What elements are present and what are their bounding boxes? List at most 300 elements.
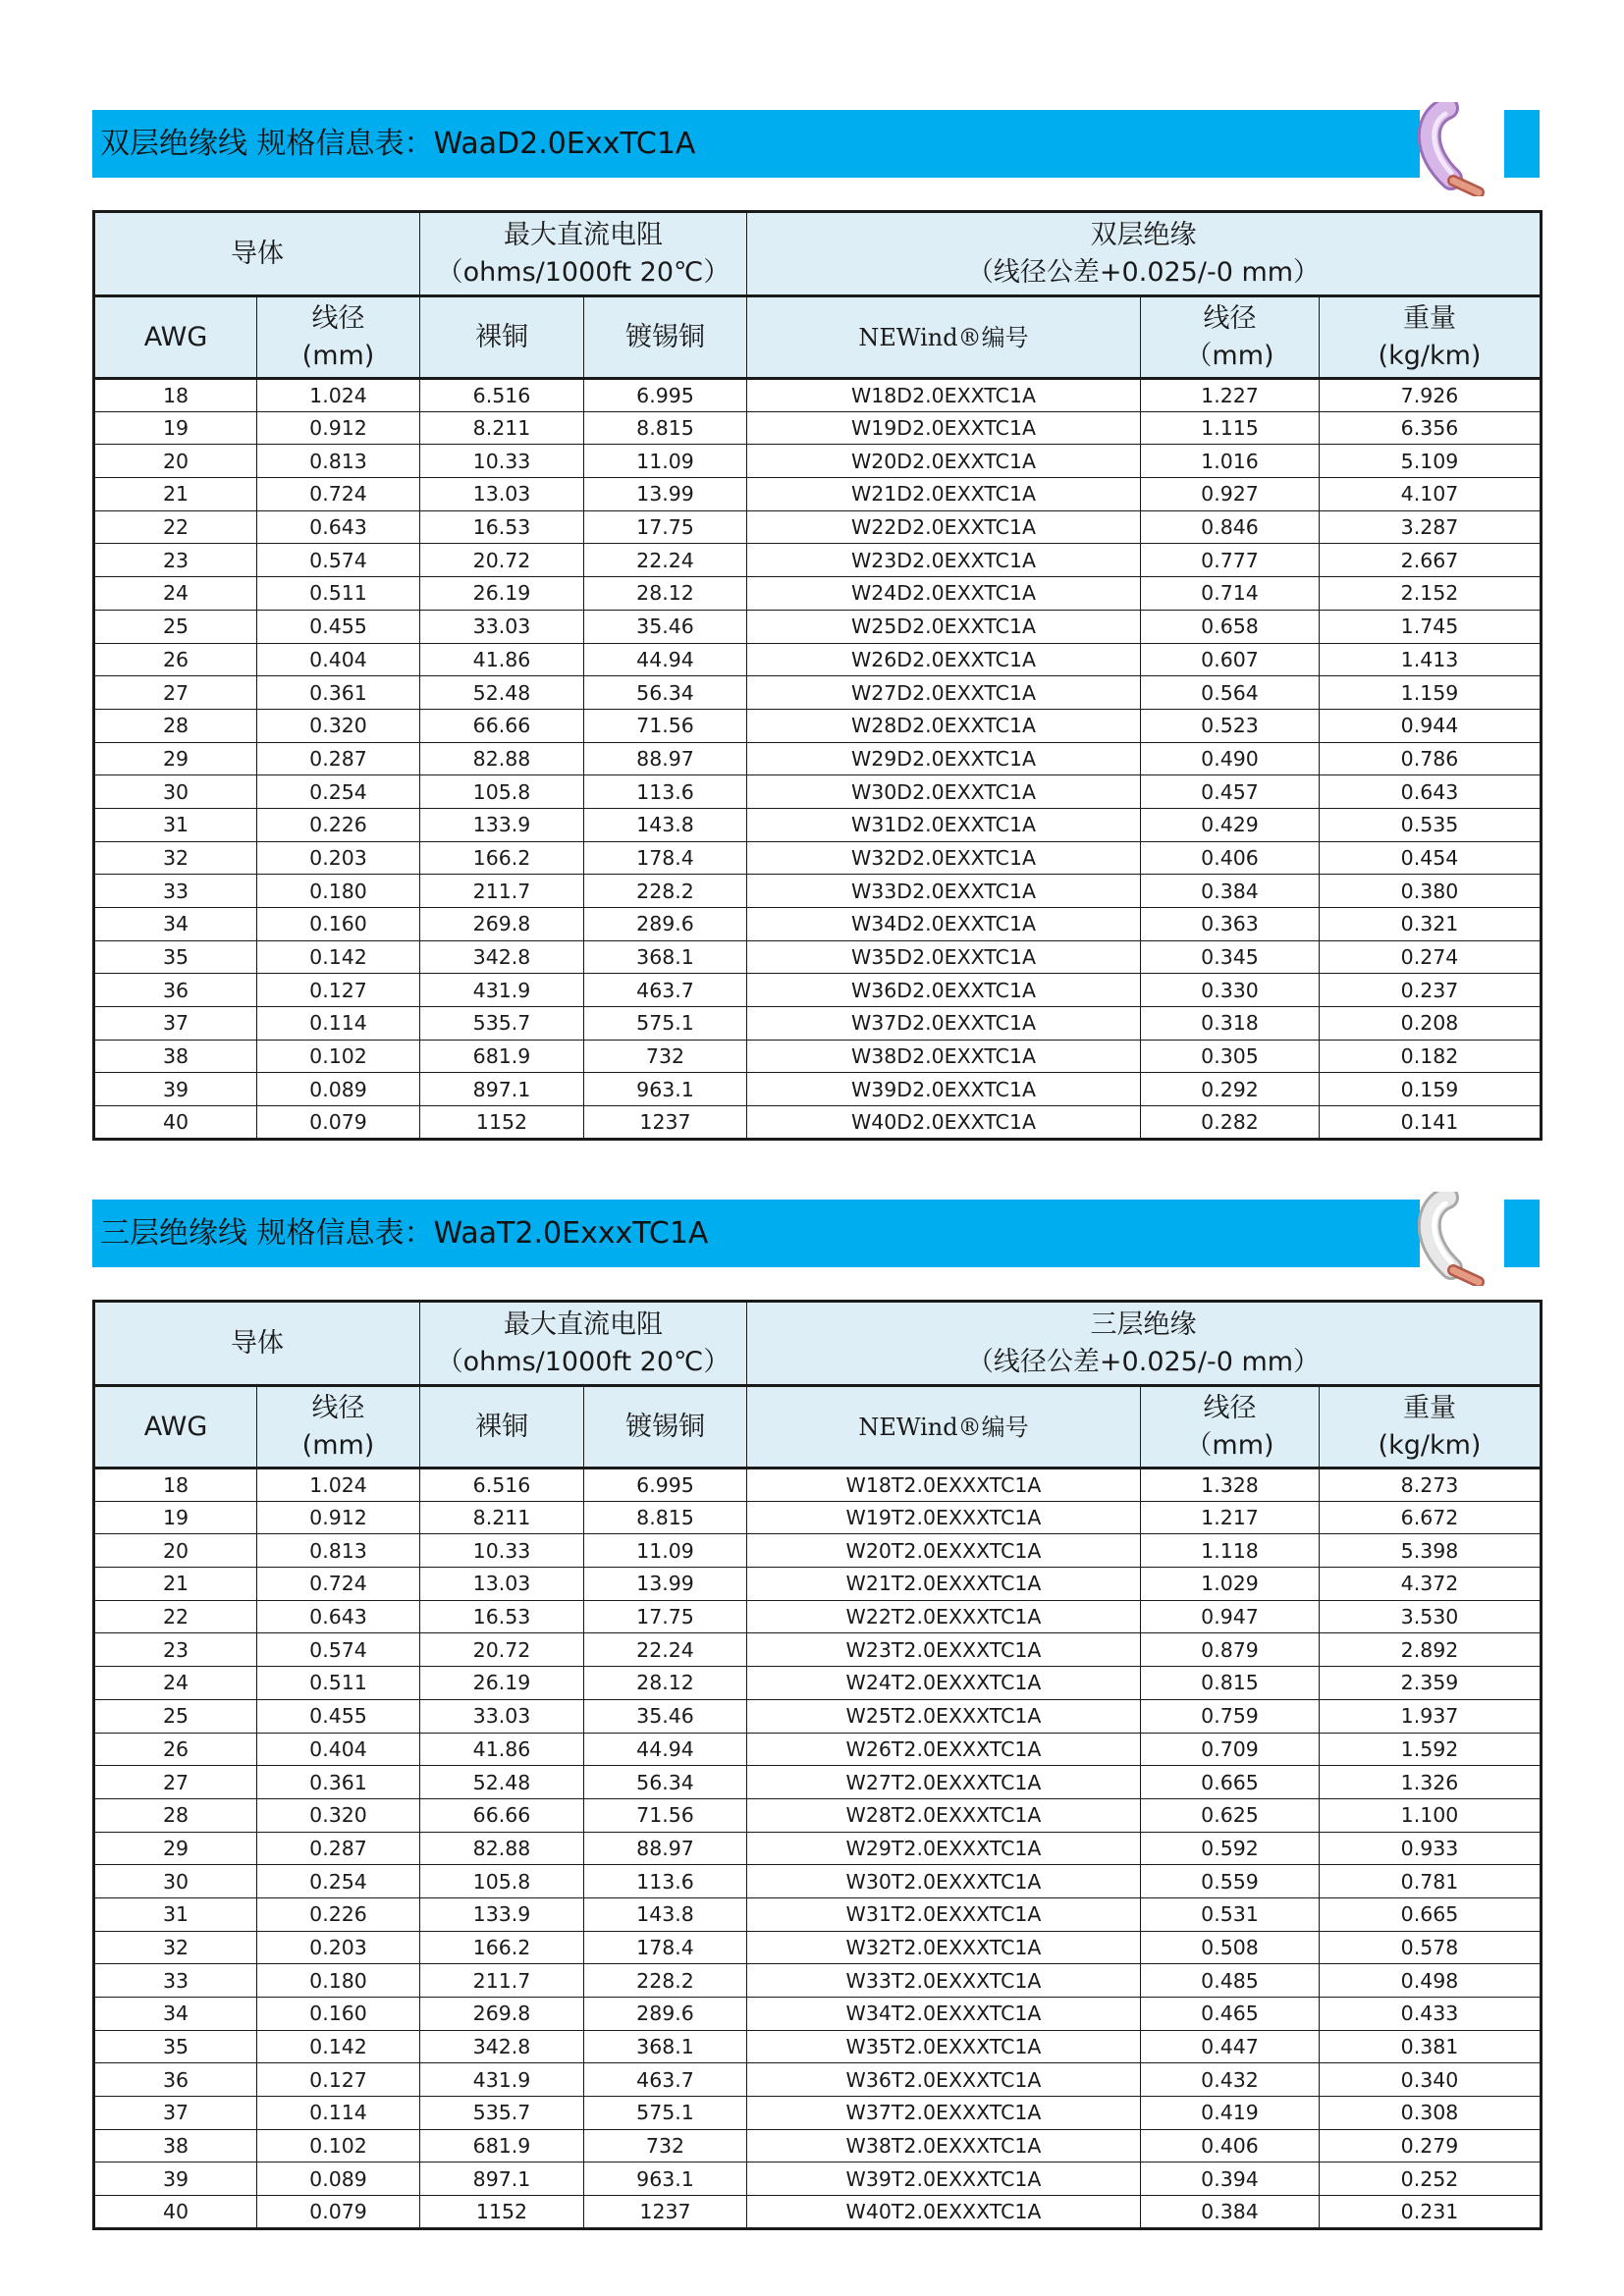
wire-dia-cell: 0.724 bbox=[257, 1568, 420, 1601]
tinned-copper-resistance-cell: 289.6 bbox=[584, 1998, 747, 2031]
outer-dia-cell: 0.658 bbox=[1141, 610, 1320, 643]
tinned-copper-resistance-cell: 732 bbox=[584, 2129, 747, 2163]
weight-cell: 0.182 bbox=[1320, 1040, 1542, 1073]
table-row bbox=[94, 445, 1542, 478]
wire-dia-cell: 0.160 bbox=[257, 1998, 420, 2031]
awg-cell: 34 bbox=[94, 1998, 257, 2031]
table-row bbox=[94, 1931, 1542, 1964]
weight-cell: 7.926 bbox=[1320, 379, 1542, 412]
newind-code-cell: W31D2.0EXXTC1A bbox=[747, 808, 1141, 841]
newind-code-cell: W28T2.0EXXXTC1A bbox=[747, 1798, 1141, 1832]
wire-dia-cell: 0.114 bbox=[257, 1007, 420, 1041]
outer-dia-cell: 0.508 bbox=[1141, 1931, 1320, 1964]
tinned-copper-resistance-cell: 6.995 bbox=[584, 379, 747, 412]
awg-cell: 36 bbox=[94, 2063, 257, 2097]
table-row bbox=[94, 1733, 1542, 1766]
insulation-header: 三层绝缘 （线径公差+0.025/-0 mm） bbox=[747, 1302, 1542, 1386]
table-row bbox=[94, 1667, 1542, 1700]
tinned-copper-resistance-cell: 732 bbox=[584, 1040, 747, 1073]
bare-copper-resistance-cell: 133.9 bbox=[420, 808, 584, 841]
awg-cell: 38 bbox=[94, 2129, 257, 2163]
awg-cell: 23 bbox=[94, 544, 257, 577]
table-row bbox=[94, 610, 1542, 643]
wire-dia-cell: 0.361 bbox=[257, 1766, 420, 1799]
newind-code-cell: W21T2.0EXXXTC1A bbox=[747, 1568, 1141, 1601]
bare-copper-resistance-cell: 16.53 bbox=[420, 1600, 584, 1633]
awg-cell: 27 bbox=[94, 1766, 257, 1799]
newind-code-cell: W31T2.0EXXXTC1A bbox=[747, 1897, 1141, 1931]
table-row bbox=[94, 775, 1542, 809]
wire-dia-cell: 0.203 bbox=[257, 841, 420, 875]
table-row bbox=[94, 1798, 1542, 1832]
tinned-copper-resistance-cell: 28.12 bbox=[584, 1667, 747, 1700]
newind-code-cell: W37T2.0EXXXTC1A bbox=[747, 2097, 1141, 2130]
weight-cell: 0.944 bbox=[1320, 709, 1542, 742]
tinned-copper-resistance-cell: 11.09 bbox=[584, 445, 747, 478]
bare-copper-resistance-cell: 20.72 bbox=[420, 544, 584, 577]
newind-code-cell: W35D2.0EXXTC1A bbox=[747, 940, 1141, 974]
newind-code-cell: W39D2.0EXXTC1A bbox=[747, 1073, 1141, 1106]
newind-code-cell: W19T2.0EXXXTC1A bbox=[747, 1501, 1141, 1534]
bare-copper-resistance-cell: 13.03 bbox=[420, 478, 584, 511]
outer-dia-cell: 0.564 bbox=[1141, 676, 1320, 710]
weight-cell: 4.372 bbox=[1320, 1568, 1542, 1601]
max-resistance-header: 最大直流电阻 （ohms/1000ft 20℃） bbox=[420, 212, 747, 296]
newind-code-cell: W24D2.0EXXTC1A bbox=[747, 577, 1141, 611]
tinned-copper-resistance-cell: 35.46 bbox=[584, 1699, 747, 1733]
weight-cell: 0.237 bbox=[1320, 974, 1542, 1007]
wire-dia-cell: 0.114 bbox=[257, 2097, 420, 2130]
awg-cell: 40 bbox=[94, 2196, 257, 2229]
tinned-copper-resistance-cell: 88.97 bbox=[584, 1832, 747, 1865]
awg-cell: 37 bbox=[94, 1007, 257, 1041]
weight-cell: 6.356 bbox=[1320, 411, 1542, 445]
wire-dia-cell: 0.226 bbox=[257, 808, 420, 841]
bare-copper-resistance-cell: 41.86 bbox=[420, 1733, 584, 1766]
newind-code-cell: W22D2.0EXXTC1A bbox=[747, 510, 1141, 544]
wire-dia-cell: 0.127 bbox=[257, 974, 420, 1007]
awg-cell: 26 bbox=[94, 643, 257, 676]
newind-code-cell: W23T2.0EXXXTC1A bbox=[747, 1633, 1141, 1667]
table-row bbox=[94, 1040, 1542, 1073]
awg-cell: 35 bbox=[94, 2030, 257, 2063]
wire-dia-cell: 0.813 bbox=[257, 445, 420, 478]
wire-dia-cell: 0.320 bbox=[257, 709, 420, 742]
awg-cell: 32 bbox=[94, 1931, 257, 1964]
table-row bbox=[94, 1568, 1542, 1601]
newind-code-cell: W36T2.0EXXXTC1A bbox=[747, 2063, 1141, 2097]
awg-header: AWG bbox=[94, 296, 257, 379]
table-row bbox=[94, 742, 1542, 775]
newind-code-cell: W24T2.0EXXXTC1A bbox=[747, 1667, 1141, 1700]
wire-dia-cell: 0.574 bbox=[257, 1633, 420, 1667]
wire-dia-cell: 0.511 bbox=[257, 1667, 420, 1700]
table-row bbox=[94, 2030, 1542, 2063]
tinned-copper-resistance-cell: 17.75 bbox=[584, 510, 747, 544]
table-row bbox=[94, 2163, 1542, 2196]
wire-dia-cell: 0.287 bbox=[257, 1832, 420, 1865]
weight-cell: 0.578 bbox=[1320, 1931, 1542, 1964]
bare-copper-resistance-cell: 20.72 bbox=[420, 1633, 584, 1667]
table-row bbox=[94, 940, 1542, 974]
weight-cell: 1.592 bbox=[1320, 1733, 1542, 1766]
wire-dia-cell: 0.574 bbox=[257, 544, 420, 577]
wire-dia-cell: 0.254 bbox=[257, 775, 420, 809]
bare-copper-resistance-cell: 33.03 bbox=[420, 610, 584, 643]
bare-copper-resistance-cell: 82.88 bbox=[420, 1832, 584, 1865]
newind-code-cell: W37D2.0EXXTC1A bbox=[747, 1007, 1141, 1041]
wire-dia-cell: 0.404 bbox=[257, 643, 420, 676]
tinned-copper-resistance-cell: 178.4 bbox=[584, 841, 747, 875]
newind-code-cell: W35T2.0EXXXTC1A bbox=[747, 2030, 1141, 2063]
weight-cell: 0.786 bbox=[1320, 742, 1542, 775]
weight-cell: 0.340 bbox=[1320, 2063, 1542, 2097]
tinned-copper-resistance-cell: 22.24 bbox=[584, 544, 747, 577]
weight-cell: 2.359 bbox=[1320, 1667, 1542, 1700]
outer-dia-cell: 0.846 bbox=[1141, 510, 1320, 544]
outer-dia-cell: 0.419 bbox=[1141, 2097, 1320, 2130]
wire-dia-cell: 0.142 bbox=[257, 940, 420, 974]
outer-dia-cell: 0.406 bbox=[1141, 841, 1320, 875]
wire-dia-header: 线径 (mm) bbox=[257, 1386, 420, 1468]
bare-copper-resistance-cell: 8.211 bbox=[420, 1501, 584, 1534]
table-row bbox=[94, 1106, 1542, 1140]
table-row bbox=[94, 875, 1542, 908]
awg-cell: 28 bbox=[94, 1798, 257, 1832]
newind-code-cell: W22T2.0EXXXTC1A bbox=[747, 1600, 1141, 1633]
weight-cell: 0.643 bbox=[1320, 775, 1542, 809]
awg-cell: 28 bbox=[94, 709, 257, 742]
tinned-copper-resistance-cell: 143.8 bbox=[584, 808, 747, 841]
table-row bbox=[94, 908, 1542, 941]
outer-dia-cell: 0.384 bbox=[1141, 2196, 1320, 2229]
weight-cell: 5.398 bbox=[1320, 1534, 1542, 1568]
weight-cell: 0.380 bbox=[1320, 875, 1542, 908]
tinned-copper-resistance-cell: 28.12 bbox=[584, 577, 747, 611]
newind-code-cell: W34T2.0EXXXTC1A bbox=[747, 1998, 1141, 2031]
wire-sample-purple-icon bbox=[1418, 102, 1500, 196]
header-row-1 bbox=[94, 212, 1542, 296]
triple-insulation-rows bbox=[94, 1468, 1542, 2229]
weight-cell: 0.535 bbox=[1320, 808, 1542, 841]
bare-copper-resistance-cell: 269.8 bbox=[420, 908, 584, 941]
bare-copper-resistance-cell: 10.33 bbox=[420, 1534, 584, 1568]
tinned-copper-resistance-cell: 113.6 bbox=[584, 775, 747, 809]
newind-code-cell: W26D2.0EXXTC1A bbox=[747, 643, 1141, 676]
bare-copper-resistance-cell: 681.9 bbox=[420, 2129, 584, 2163]
outer-dia-cell: 0.714 bbox=[1141, 577, 1320, 611]
weight-cell: 0.252 bbox=[1320, 2163, 1542, 2196]
wire-dia-cell: 0.724 bbox=[257, 478, 420, 511]
weight-cell: 1.413 bbox=[1320, 643, 1542, 676]
newind-code-cell: W18D2.0EXXTC1A bbox=[747, 379, 1141, 412]
outer-dia-cell: 0.523 bbox=[1141, 709, 1320, 742]
awg-cell: 25 bbox=[94, 1699, 257, 1733]
newind-code-cell: W32D2.0EXXTC1A bbox=[747, 841, 1141, 875]
awg-cell: 20 bbox=[94, 1534, 257, 1568]
newind-code-cell: W29D2.0EXXTC1A bbox=[747, 742, 1141, 775]
newind-code-cell: W20D2.0EXXTC1A bbox=[747, 445, 1141, 478]
awg-cell: 27 bbox=[94, 676, 257, 710]
weight-cell: 2.667 bbox=[1320, 544, 1542, 577]
wire-dia-cell: 0.455 bbox=[257, 610, 420, 643]
tinned-copper-resistance-cell: 963.1 bbox=[584, 1073, 747, 1106]
header-row-1 bbox=[94, 1302, 1542, 1386]
bare-copper-resistance-cell: 166.2 bbox=[420, 1931, 584, 1964]
awg-cell: 24 bbox=[94, 1667, 257, 1700]
table-row bbox=[94, 1534, 1542, 1568]
outer-dia-cell: 0.292 bbox=[1141, 1073, 1320, 1106]
outer-dia-cell: 0.490 bbox=[1141, 742, 1320, 775]
outer-dia-header: 线径 （mm) bbox=[1141, 296, 1320, 379]
weight-cell: 0.279 bbox=[1320, 2129, 1542, 2163]
awg-cell: 31 bbox=[94, 808, 257, 841]
table-row bbox=[94, 1998, 1542, 2031]
weight-cell: 5.109 bbox=[1320, 445, 1542, 478]
wire-dia-cell: 1.024 bbox=[257, 1468, 420, 1502]
tinned-copper-resistance-cell: 463.7 bbox=[584, 974, 747, 1007]
wire-dia-cell: 0.102 bbox=[257, 1040, 420, 1073]
awg-cell: 18 bbox=[94, 1468, 257, 1502]
table-row bbox=[94, 577, 1542, 611]
tinned-copper-resistance-cell: 13.99 bbox=[584, 478, 747, 511]
bare-copper-resistance-cell: 166.2 bbox=[420, 841, 584, 875]
weight-cell: 1.937 bbox=[1320, 1699, 1542, 1733]
tinned-copper-resistance-cell: 56.34 bbox=[584, 676, 747, 710]
newind-code-cell: W33T2.0EXXXTC1A bbox=[747, 1964, 1141, 1998]
bare-copper-resistance-cell: 52.48 bbox=[420, 1766, 584, 1799]
tinned-copper-resistance-cell: 228.2 bbox=[584, 875, 747, 908]
table-row bbox=[94, 2196, 1542, 2229]
outer-dia-cell: 0.282 bbox=[1141, 1106, 1320, 1140]
weight-cell: 6.672 bbox=[1320, 1501, 1542, 1534]
newind-code-cell: W40D2.0EXXTC1A bbox=[747, 1106, 1141, 1140]
tinned-copper-resistance-cell: 368.1 bbox=[584, 940, 747, 974]
awg-cell: 25 bbox=[94, 610, 257, 643]
awg-cell: 38 bbox=[94, 1040, 257, 1073]
awg-cell: 21 bbox=[94, 478, 257, 511]
awg-cell: 40 bbox=[94, 1106, 257, 1140]
awg-cell: 33 bbox=[94, 1964, 257, 1998]
table-row bbox=[94, 478, 1542, 511]
tinned-copper-resistance-cell: 22.24 bbox=[584, 1633, 747, 1667]
wire-dia-cell: 0.203 bbox=[257, 1931, 420, 1964]
weight-header: 重量 (kg/km) bbox=[1320, 1386, 1542, 1468]
weight-cell: 0.321 bbox=[1320, 908, 1542, 941]
outer-dia-cell: 1.115 bbox=[1141, 411, 1320, 445]
newind-code-cell: W18T2.0EXXXTC1A bbox=[747, 1468, 1141, 1502]
table-row bbox=[94, 2097, 1542, 2130]
bare-copper-resistance-cell: 13.03 bbox=[420, 1568, 584, 1601]
wire-dia-cell: 0.361 bbox=[257, 676, 420, 710]
newind-code-header: NEWind®编号 bbox=[747, 296, 1141, 379]
awg-cell: 21 bbox=[94, 1568, 257, 1601]
bare-copper-resistance-cell: 269.8 bbox=[420, 1998, 584, 2031]
weight-cell: 1.745 bbox=[1320, 610, 1542, 643]
outer-dia-cell: 1.029 bbox=[1141, 1568, 1320, 1601]
outer-dia-cell: 0.665 bbox=[1141, 1766, 1320, 1799]
bare-copper-resistance-cell: 33.03 bbox=[420, 1699, 584, 1733]
awg-cell: 29 bbox=[94, 742, 257, 775]
header-row-2 bbox=[94, 1386, 1542, 1468]
outer-dia-cell: 0.759 bbox=[1141, 1699, 1320, 1733]
outer-dia-cell: 0.531 bbox=[1141, 1897, 1320, 1931]
weight-cell: 1.159 bbox=[1320, 676, 1542, 710]
section-title: 三层绝缘线 规格信息表：WaaT2.0ExxxTC1A bbox=[100, 1216, 709, 1251]
outer-dia-cell: 0.330 bbox=[1141, 974, 1320, 1007]
wire-dia-cell: 0.180 bbox=[257, 1964, 420, 1998]
wire-dia-cell: 0.127 bbox=[257, 2063, 420, 2097]
weight-cell: 0.933 bbox=[1320, 1832, 1542, 1865]
tinned-copper-resistance-cell: 44.94 bbox=[584, 1733, 747, 1766]
awg-header: AWG bbox=[94, 1386, 257, 1468]
newind-code-cell: W25T2.0EXXXTC1A bbox=[747, 1699, 1141, 1733]
table-row bbox=[94, 841, 1542, 875]
tinned-copper-resistance-cell: 44.94 bbox=[584, 643, 747, 676]
outer-dia-cell: 0.947 bbox=[1141, 1600, 1320, 1633]
weight-cell: 0.208 bbox=[1320, 1007, 1542, 1041]
outer-dia-cell: 0.345 bbox=[1141, 940, 1320, 974]
tinned-copper-header: 镀锡铜 bbox=[584, 296, 747, 379]
outer-dia-cell: 1.016 bbox=[1141, 445, 1320, 478]
outer-dia-cell: 0.384 bbox=[1141, 875, 1320, 908]
bare-copper-resistance-cell: 897.1 bbox=[420, 1073, 584, 1106]
triple-insulation-table bbox=[92, 1300, 1543, 2230]
outer-dia-cell: 0.318 bbox=[1141, 1007, 1320, 1041]
tinned-copper-resistance-cell: 8.815 bbox=[584, 1501, 747, 1534]
newind-code-cell: W27T2.0EXXXTC1A bbox=[747, 1766, 1141, 1799]
awg-cell: 33 bbox=[94, 875, 257, 908]
awg-cell: 34 bbox=[94, 908, 257, 941]
bare-copper-resistance-cell: 66.66 bbox=[420, 1798, 584, 1832]
outer-dia-cell: 0.305 bbox=[1141, 1040, 1320, 1073]
weight-cell: 0.433 bbox=[1320, 1998, 1542, 2031]
newind-code-cell: W38D2.0EXXTC1A bbox=[747, 1040, 1141, 1073]
awg-cell: 24 bbox=[94, 577, 257, 611]
outer-dia-cell: 0.485 bbox=[1141, 1964, 1320, 1998]
tinned-copper-resistance-cell: 575.1 bbox=[584, 2097, 747, 2130]
weight-header: 重量 (kg/km) bbox=[1320, 296, 1542, 379]
wire-dia-cell: 0.226 bbox=[257, 1897, 420, 1931]
wire-dia-cell: 0.160 bbox=[257, 908, 420, 941]
outer-dia-cell: 1.118 bbox=[1141, 1534, 1320, 1568]
outer-dia-cell: 0.709 bbox=[1141, 1733, 1320, 1766]
weight-cell: 4.107 bbox=[1320, 478, 1542, 511]
outer-dia-cell: 0.394 bbox=[1141, 2163, 1320, 2196]
bare-copper-resistance-cell: 535.7 bbox=[420, 1007, 584, 1041]
weight-cell: 1.326 bbox=[1320, 1766, 1542, 1799]
weight-cell: 0.159 bbox=[1320, 1073, 1542, 1106]
weight-cell: 3.287 bbox=[1320, 510, 1542, 544]
newind-code-cell: W27D2.0EXXTC1A bbox=[747, 676, 1141, 710]
max-resistance-header: 最大直流电阻 （ohms/1000ft 20℃） bbox=[420, 1302, 747, 1386]
table-row bbox=[94, 2129, 1542, 2163]
wire-dia-cell: 0.643 bbox=[257, 1600, 420, 1633]
table-row bbox=[94, 1073, 1542, 1106]
double-insulation-table bbox=[92, 210, 1543, 1141]
wire-dia-cell: 0.089 bbox=[257, 1073, 420, 1106]
conductor-header: 导体 bbox=[94, 212, 420, 296]
newind-code-cell: W19D2.0EXXTC1A bbox=[747, 411, 1141, 445]
tinned-copper-header: 镀锡铜 bbox=[584, 1386, 747, 1468]
bare-copper-resistance-cell: 41.86 bbox=[420, 643, 584, 676]
table-row bbox=[94, 1600, 1542, 1633]
table-row bbox=[94, 379, 1542, 412]
awg-cell: 18 bbox=[94, 379, 257, 412]
bare-copper-resistance-cell: 211.7 bbox=[420, 1964, 584, 1998]
awg-cell: 36 bbox=[94, 974, 257, 1007]
outer-dia-cell: 1.328 bbox=[1141, 1468, 1320, 1502]
tinned-copper-resistance-cell: 6.995 bbox=[584, 1468, 747, 1502]
outer-dia-cell: 1.227 bbox=[1141, 379, 1320, 412]
awg-cell: 26 bbox=[94, 1733, 257, 1766]
bare-copper-resistance-cell: 52.48 bbox=[420, 676, 584, 710]
bare-copper-resistance-cell: 66.66 bbox=[420, 709, 584, 742]
awg-cell: 31 bbox=[94, 1897, 257, 1931]
wire-dia-cell: 0.912 bbox=[257, 411, 420, 445]
tinned-copper-resistance-cell: 17.75 bbox=[584, 1600, 747, 1633]
outer-dia-cell: 0.457 bbox=[1141, 775, 1320, 809]
bare-copper-resistance-cell: 26.19 bbox=[420, 577, 584, 611]
outer-dia-cell: 0.432 bbox=[1141, 2063, 1320, 2097]
tinned-copper-resistance-cell: 1237 bbox=[584, 1106, 747, 1140]
bare-copper-resistance-cell: 1152 bbox=[420, 2196, 584, 2229]
tinned-copper-resistance-cell: 8.815 bbox=[584, 411, 747, 445]
header-row-2 bbox=[94, 296, 1542, 379]
table-row bbox=[94, 411, 1542, 445]
table-row bbox=[94, 1468, 1542, 1502]
newind-code-cell: W26T2.0EXXXTC1A bbox=[747, 1733, 1141, 1766]
tinned-copper-resistance-cell: 88.97 bbox=[584, 742, 747, 775]
outer-dia-cell: 0.559 bbox=[1141, 1865, 1320, 1898]
outer-dia-cell: 0.406 bbox=[1141, 2129, 1320, 2163]
outer-dia-cell: 1.217 bbox=[1141, 1501, 1320, 1534]
tinned-copper-resistance-cell: 1237 bbox=[584, 2196, 747, 2229]
bare-copper-resistance-cell: 431.9 bbox=[420, 974, 584, 1007]
wire-dia-cell: 0.320 bbox=[257, 1798, 420, 1832]
newind-code-cell: W30D2.0EXXTC1A bbox=[747, 775, 1141, 809]
insulation-header: 双层绝缘 （线径公差+0.025/-0 mm） bbox=[747, 212, 1542, 296]
newind-code-cell: W23D2.0EXXTC1A bbox=[747, 544, 1141, 577]
table-row bbox=[94, 643, 1542, 676]
outer-dia-cell: 0.879 bbox=[1141, 1633, 1320, 1667]
table-row bbox=[94, 709, 1542, 742]
wire-dia-cell: 0.912 bbox=[257, 1501, 420, 1534]
tinned-copper-resistance-cell: 575.1 bbox=[584, 1007, 747, 1041]
outer-dia-cell: 0.447 bbox=[1141, 2030, 1320, 2063]
awg-cell: 39 bbox=[94, 2163, 257, 2196]
awg-cell: 29 bbox=[94, 1832, 257, 1865]
tinned-copper-resistance-cell: 113.6 bbox=[584, 1865, 747, 1898]
wire-dia-header: 线径 (mm) bbox=[257, 296, 420, 379]
tinned-copper-resistance-cell: 71.56 bbox=[584, 709, 747, 742]
weight-cell: 0.274 bbox=[1320, 940, 1542, 974]
bare-copper-resistance-cell: 105.8 bbox=[420, 775, 584, 809]
table-row bbox=[94, 510, 1542, 544]
newind-code-cell: W33D2.0EXXTC1A bbox=[747, 875, 1141, 908]
weight-cell: 0.381 bbox=[1320, 2030, 1542, 2063]
outer-dia-cell: 0.607 bbox=[1141, 643, 1320, 676]
wire-dia-cell: 0.813 bbox=[257, 1534, 420, 1568]
wire-dia-cell: 0.180 bbox=[257, 875, 420, 908]
wire-dia-cell: 0.102 bbox=[257, 2129, 420, 2163]
awg-cell: 39 bbox=[94, 1073, 257, 1106]
bare-copper-resistance-cell: 431.9 bbox=[420, 2063, 584, 2097]
outer-dia-cell: 0.429 bbox=[1141, 808, 1320, 841]
newind-code-cell: W40T2.0EXXXTC1A bbox=[747, 2196, 1141, 2229]
wire-dia-cell: 0.142 bbox=[257, 2030, 420, 2063]
bare-copper-resistance-cell: 105.8 bbox=[420, 1865, 584, 1898]
